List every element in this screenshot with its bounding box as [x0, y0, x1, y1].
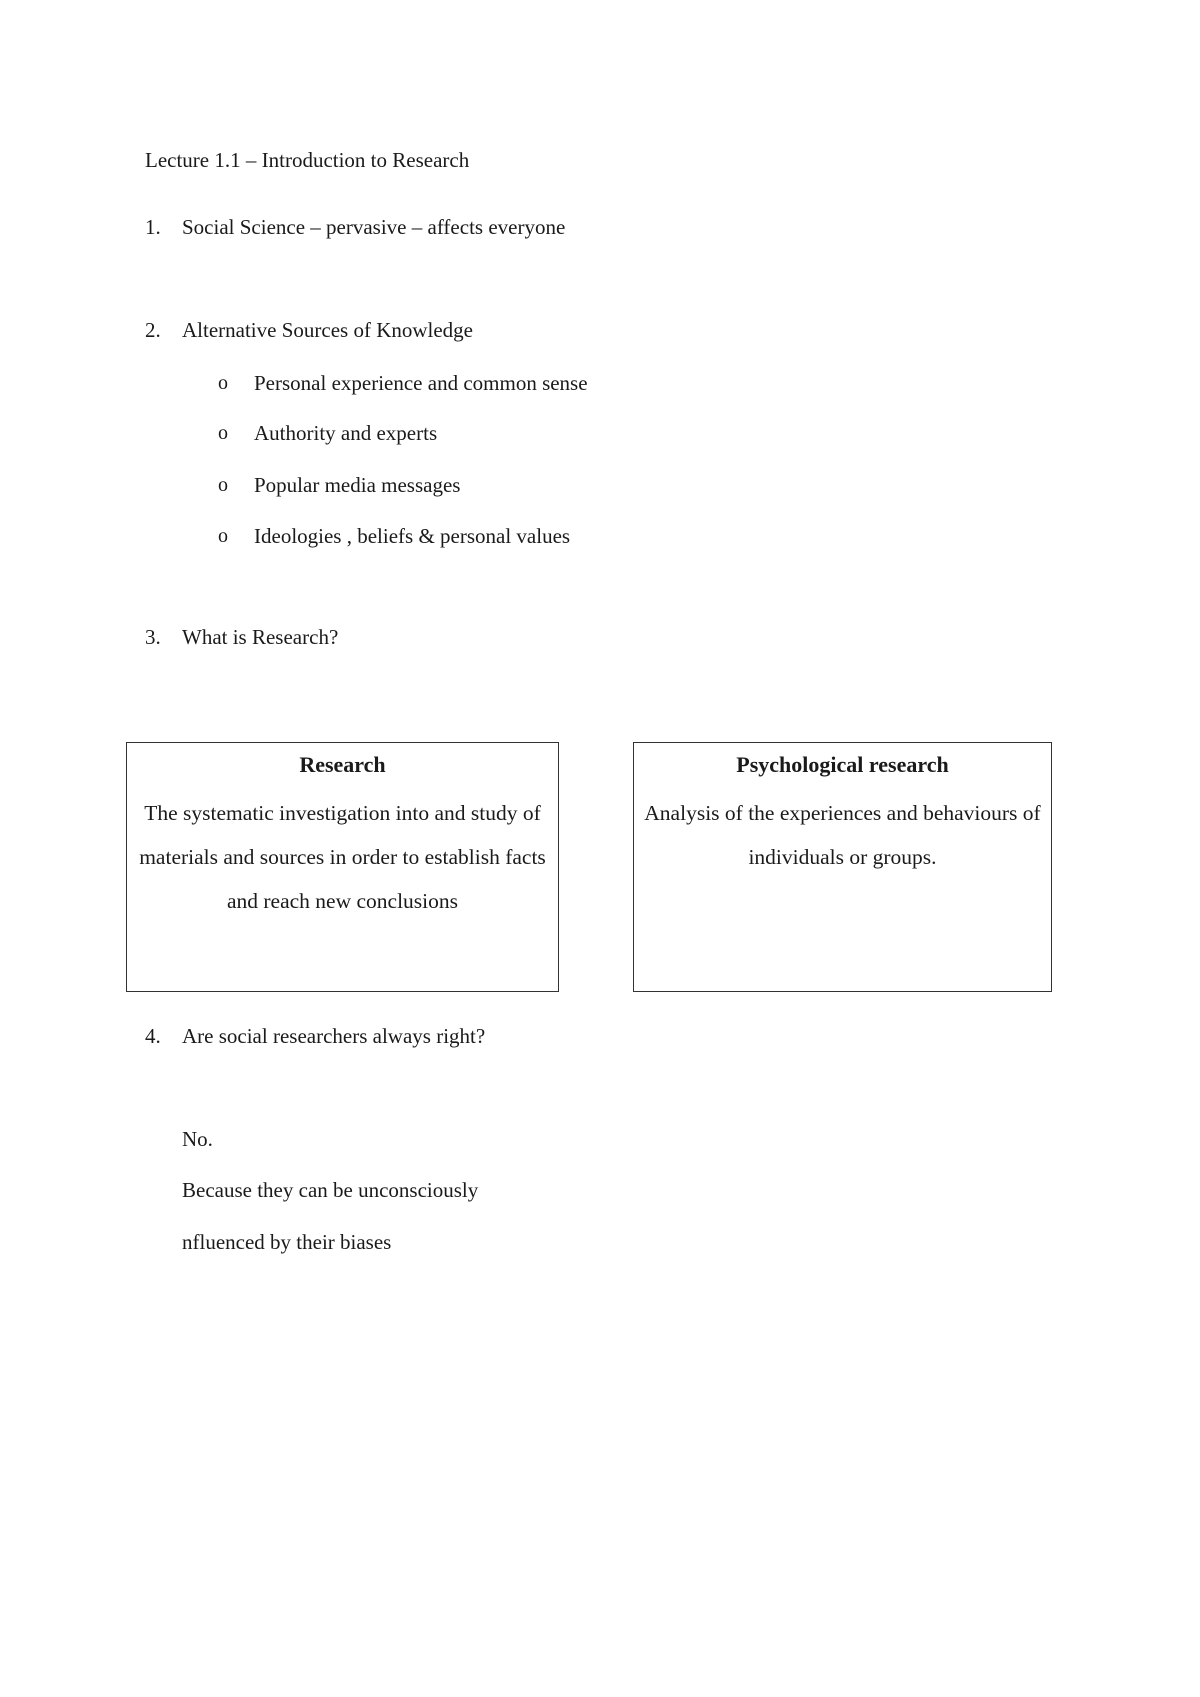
section-4-heading: Are social researchers always right? — [182, 1024, 486, 1048]
section-3-heading: What is Research? — [182, 625, 339, 649]
list-item: Ideologies , beliefs & personal values — [254, 524, 571, 548]
box-body: Analysis of the experiences and behaviours of individuals or groups. — [644, 801, 1041, 869]
section-3-number: 3. — [145, 625, 161, 649]
box-body: The systematic investigation into and study of materials and sources in order to establish facts and reach new conclusions — [139, 801, 546, 913]
definition-box-research — [126, 742, 559, 992]
answer-line: Because they can be unconsciously — [182, 1178, 479, 1202]
bullet-marker: o — [218, 474, 228, 496]
box-title: Psychological research — [736, 752, 949, 777]
section-2-number: 2. — [145, 318, 161, 342]
section-4-number: 4. — [145, 1024, 161, 1048]
list-item: Personal experience and common sense — [254, 371, 588, 395]
bullet-marker: o — [218, 372, 228, 394]
list-item: Authority and experts — [254, 421, 438, 445]
definition-box-psychological-research — [633, 742, 1052, 992]
section-1-heading: Social Science – pervasive – affects everyone — [182, 215, 566, 239]
list-item: Popular media messages — [254, 473, 461, 497]
bullet-marker: o — [218, 525, 228, 547]
box-title: Research — [299, 752, 386, 777]
answer-line: No. — [182, 1127, 213, 1151]
section-1-number: 1. — [145, 215, 161, 239]
bullet-marker: o — [218, 422, 228, 444]
answer-line: nfluenced by their biases — [182, 1230, 392, 1254]
section-2-heading: Alternative Sources of Knowledge — [182, 318, 473, 342]
page-title: Lecture 1.1 – Introduction to Research — [145, 148, 470, 172]
